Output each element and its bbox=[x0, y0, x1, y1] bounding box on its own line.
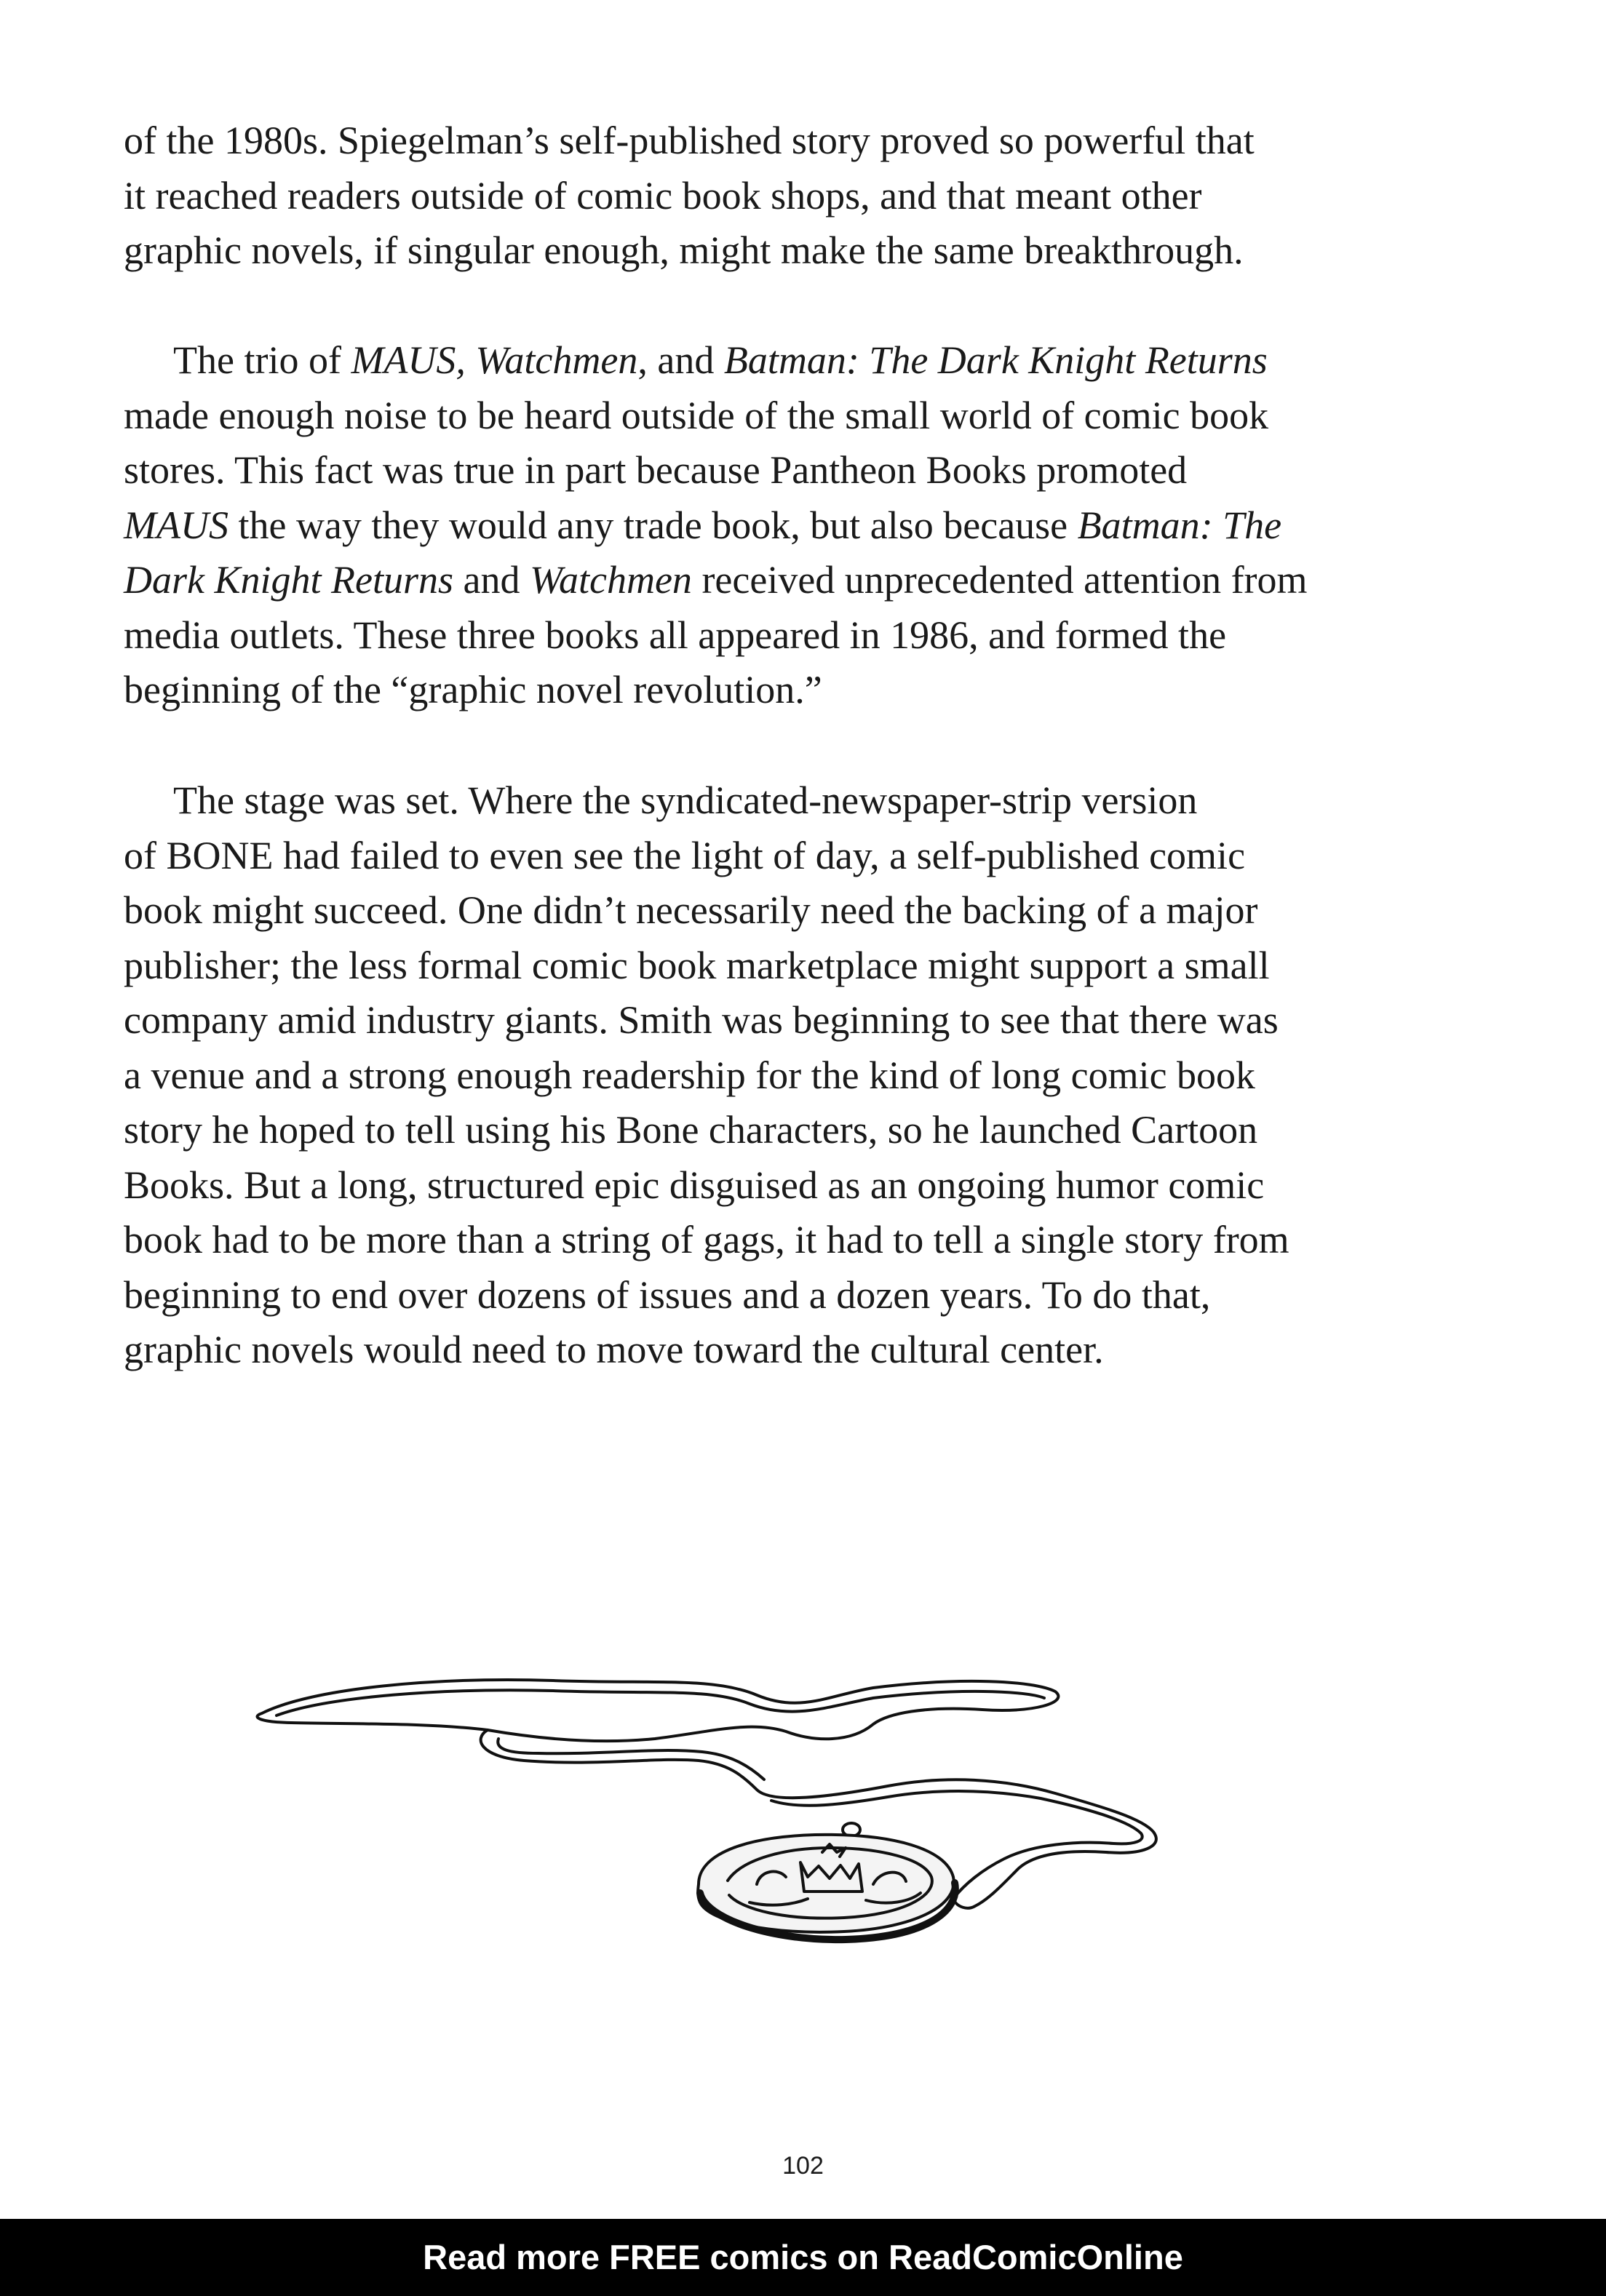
medallion-necklace-icon bbox=[247, 1637, 1353, 1979]
title-watchmen: Watchmen bbox=[529, 558, 692, 602]
text-line: graphic novels, if singular enough, might make the same breakthrough. bbox=[124, 228, 1244, 272]
text-run: received unprecedented attention from bbox=[691, 558, 1308, 602]
text-line: made enough noise to be heard outside of the small world of comic book bbox=[124, 393, 1269, 437]
title-maus-watchmen: MAUS, Watchmen bbox=[351, 338, 638, 382]
text-line: of the 1980s. Spiegelman’s self-published story proved so powerful that bbox=[124, 119, 1255, 162]
footer-banner-text[interactable]: Read more FREE comics on ReadComicOnline bbox=[423, 2238, 1183, 2276]
text-line: stores. This fact was true in part because Pantheon Books promoted bbox=[124, 448, 1188, 492]
text-run: the way they would any trade book, but also because bbox=[228, 503, 1078, 547]
text-run: and bbox=[453, 558, 530, 602]
paragraph-2 bbox=[124, 333, 1492, 718]
text-line: story he hoped to tell using his Bone characters, so he launched Cartoon bbox=[124, 1108, 1258, 1152]
text-line: graphic novels would need to move toward the cultural center. bbox=[124, 1328, 1104, 1371]
text-line: publisher; the less formal comic book marketplace might support a small bbox=[124, 943, 1270, 987]
text-line bbox=[124, 498, 1492, 554]
text-line: beginning of the “graphic novel revolution.” bbox=[124, 668, 822, 711]
text-line: book had to be more than a string of gags, it had to tell a single story from bbox=[124, 1218, 1289, 1261]
text-line: beginning to end over dozens of issues and a dozen years. To do that, bbox=[124, 1272, 1211, 1317]
text-line: Books. But a long, structured epic disguised as an ongoing humor comic bbox=[124, 1163, 1265, 1207]
text-line: of BONE had failed to even see the light of day, a self-published comic bbox=[124, 833, 1246, 877]
text-run: , and bbox=[637, 338, 724, 382]
footer-banner[interactable] bbox=[0, 2219, 1606, 2296]
text-line: The stage was set. Where the syndicated-newspaper-strip version bbox=[173, 778, 1198, 822]
text-line bbox=[124, 333, 1492, 388]
title-batman: Batman: The bbox=[1077, 503, 1282, 547]
text-line bbox=[124, 553, 1492, 608]
text-line: media outlets. These three books all appeared in 1986, and formed the bbox=[124, 613, 1227, 657]
text-line: company amid industry giants. Smith was beginning to see that there was bbox=[124, 998, 1279, 1042]
paragraph-1 bbox=[124, 113, 1492, 279]
title-dark-knight: Batman: The Dark Knight Returns bbox=[723, 338, 1268, 382]
title-dark-knight-returns: Dark Knight Returns bbox=[124, 558, 453, 602]
page-number: 102 bbox=[782, 2152, 824, 2180]
paragraph-3 bbox=[124, 773, 1492, 1378]
text-line: a venue and a strong enough readership for the kind of long comic book bbox=[124, 1053, 1256, 1097]
text-line: book might succeed. One didn’t necessarily need the backing of a major bbox=[124, 888, 1258, 932]
title-maus: MAUS bbox=[124, 503, 228, 547]
text-line: it reached readers outside of comic book shops, and that meant other bbox=[124, 173, 1202, 218]
text-run: The trio of bbox=[173, 338, 351, 382]
